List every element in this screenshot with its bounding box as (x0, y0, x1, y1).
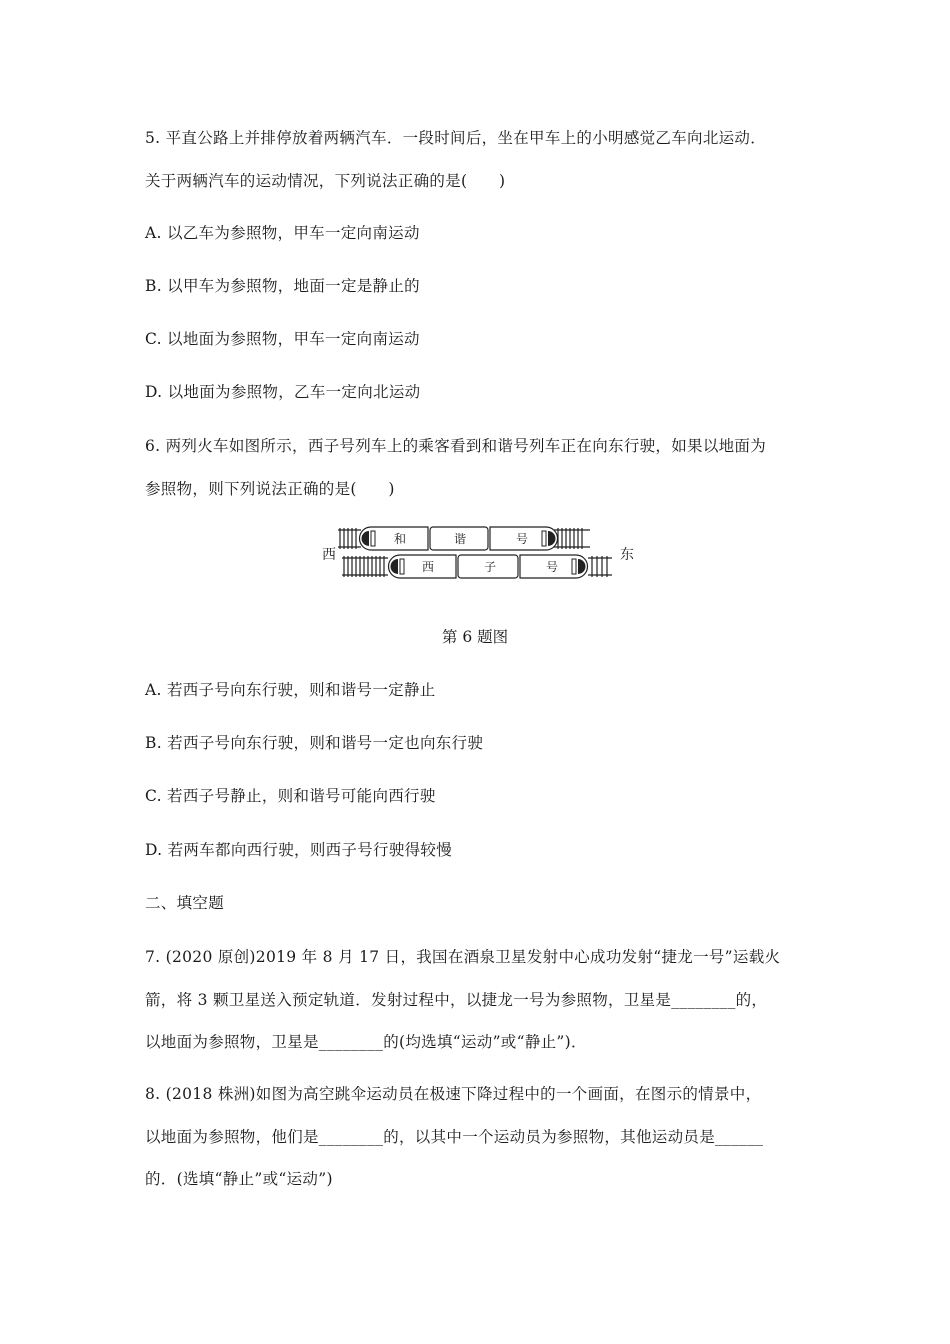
hexie-char-3: 号 (516, 532, 529, 546)
q6-option-c: C. 若西子号静止，则和谐号可能向西行驶 (145, 787, 436, 805)
hexie-char-2: 谐 (454, 532, 467, 546)
section-heading: 二、填空题 (145, 894, 225, 912)
q7-line2: 箭，将 3 颗卫星送入预定轨道．发射过程中，以捷龙一号为参照物，卫星是________的， (145, 991, 768, 1009)
q6-line2: 参照物，则下列说法正确的是( ) (145, 480, 395, 498)
figure-caption: 第 6 题图 (441, 628, 509, 646)
q7-line1: 7. (2020 原创)2019 年 8 月 17 日，我国在酒泉卫星发射中心成功发射“捷龙一号”运载火 (145, 948, 781, 966)
xizi-char-3: 号 (546, 560, 559, 574)
q8-line2: 以地面为参照物，他们是________的，以其中一个运动员为参照物，其他运动员是______ (145, 1128, 764, 1146)
east-label: 东 (620, 547, 634, 563)
q5-option-b: B. 以甲车为参照物，地面一定是静止的 (145, 277, 420, 295)
q5-option-c: C. 以地面为参照物，甲车一定向南运动 (145, 330, 420, 348)
xizi-char-2: 子 (484, 560, 497, 574)
q6-option-a: A. 若西子号向东行驶，则和谐号一定静止 (145, 681, 436, 699)
q6-option-d: D. 若两车都向西行驶，则西子号行驶得较慢 (145, 841, 453, 859)
q8-line3: 的．(选填“静止”或“运动”) (145, 1170, 333, 1188)
q5-option-a: A. 以乙车为参照物，甲车一定向南运动 (145, 224, 420, 242)
q7-line3: 以地面为参照物，卫星是________的(均选填“运动”或“静止”)． (145, 1033, 587, 1051)
hexie-train (360, 527, 558, 550)
west-label: 西 (322, 547, 336, 563)
xizi-train (389, 555, 588, 578)
q5-line1: 5. 平直公路上并排停放着两辆汽车．一段时间后，坐在甲车上的小明感觉乙车向北运动． (145, 129, 767, 147)
q6-option-b: B. 若西子号向东行驶，则和谐号一定也向东行驶 (145, 734, 484, 752)
hexie-char-1: 和 (394, 532, 407, 546)
q5-line2: 关于两辆汽车的运动情况，下列说法正确的是( ) (145, 172, 506, 190)
q5-option-d: D. 以地面为参照物，乙车一定向北运动 (145, 383, 421, 401)
train-diagram (318, 522, 638, 584)
q8-line1: 8. (2018 株洲)如图为高空跳伞运动员在极速下降过程中的一个画面，在图示的情景中， (145, 1085, 762, 1103)
xizi-char-1: 西 (422, 560, 435, 574)
q6-line1: 6. 两列火车如图所示，西子号列车上的乘客看到和谐号列车正在向东行驶，如果以地面为 (145, 437, 767, 455)
